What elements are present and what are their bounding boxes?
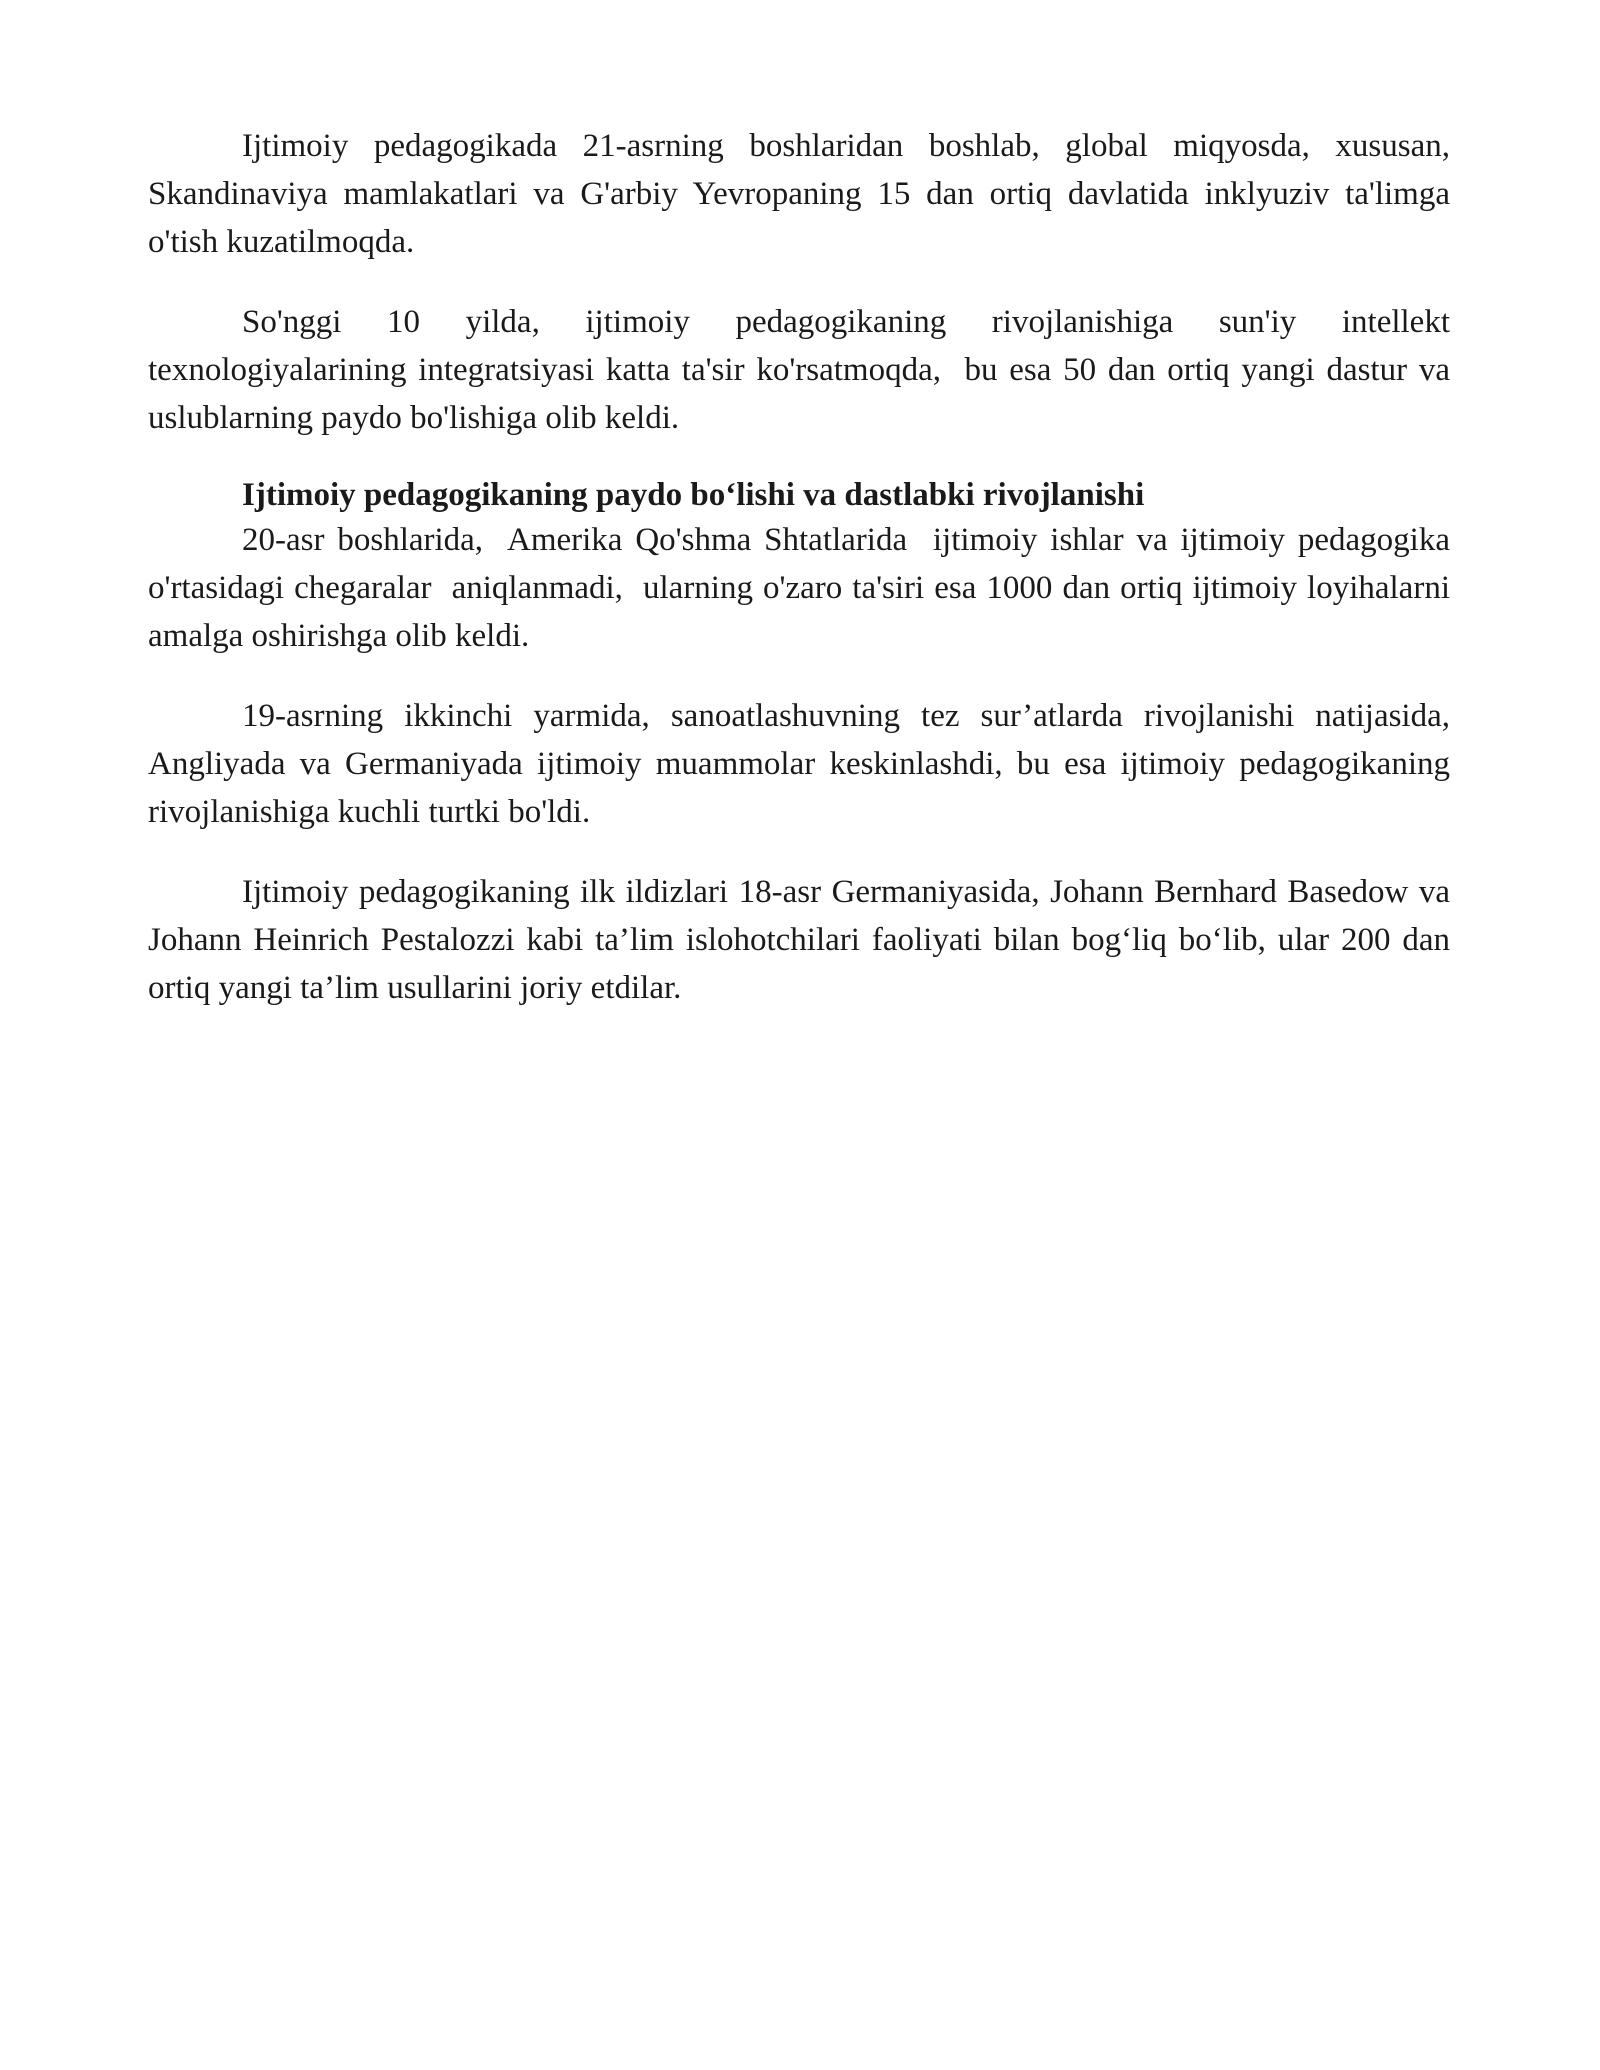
- paragraph-19th-century: 19-asrning ikkinchi yarmida, sanoatlashuvning tez sur’atlarda rivojlanishi natijasida, Angliyada va Germaniyada ijtimoiy muammolar keskinlashdi, bu esa ijtimoiy pedagogikaning rivojlanishiga kuchli turtki bo'ldi.: [148, 698, 1459, 830]
- paragraph-20th-century: 20-asr boshlarida, Amerika Qo'shma Shtatlarida ijtimoiy ishlar va ijtimoiy pedagogika o'rtasidagi chegaralar aniqlanmadi, ularning o'zaro ta'siri esa 1000 dan ortiq ijtimoiy loyihalarni amalga oshirishga olib keldi.: [148, 522, 1459, 654]
- document-body: [148, 122, 1467, 1044]
- paragraph-ai-integration: So'nggi 10 yilda, ijtimoiy pedagogikaning rivojlanishiga sun'iy intellekt texnologiyalarining integratsiyasi katta ta'sir ko'rsatmoqda, bu esa 50 dan ortiq yangi dastur va uslublarning paydo bo'lishiga olib keldi.: [148, 304, 1459, 436]
- paragraph-inclusive-education: Ijtimoiy pedagogikada 21-asrning boshlaridan boshlab, global miqyosda, xususan, Skandinaviya mamlakatlari va G'arbiy Yevropaning 15 dan ortiq davlatida inklyuziv ta'limga o'tish kuzatilmoqda.: [148, 128, 1459, 260]
- section-heading: Ijtimoiy pedagogikaning paydo bo‘lishi va dastlabki rivojlanishi: [242, 477, 1145, 513]
- paragraph-18th-century: Ijtimoiy pedagogikaning ilk ildizlari 18-asr Germaniyasida, Johann Bernhard Basedow va Johann Heinrich Pestalozzi kabi ta’lim islohotchilari faoliyati bilan bog‘liq bo‘lib, ular 200 dan ortiq yangi ta’lim usullarini joriy etdilar.: [148, 874, 1467, 1006]
